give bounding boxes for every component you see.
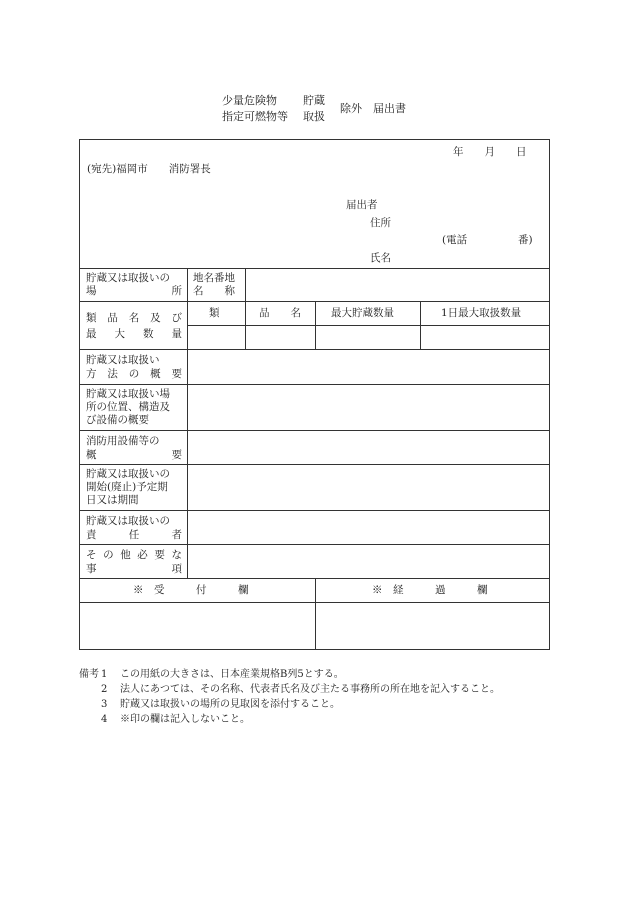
title-type: 除外 届出書 xyxy=(340,102,406,115)
divider xyxy=(80,384,550,385)
progress-header: ※ 経 過 欄 xyxy=(372,584,488,596)
col-daily-max: 1日最大取扱数量 xyxy=(441,307,522,319)
column-divider xyxy=(315,301,316,349)
other-label: そ の 他 必 要 な 事 項 xyxy=(86,549,182,575)
address-label: 住所 xyxy=(370,217,391,229)
divider xyxy=(80,464,550,465)
submitter-label: 届出者 xyxy=(346,199,378,211)
category-label: 類 品 名 及 び 最 大 数 量 xyxy=(86,312,182,340)
column-divider xyxy=(315,578,316,650)
remarks-label: 備考 xyxy=(79,669,99,680)
lot-number-label: 地名番地 名 称 xyxy=(193,272,235,297)
divider xyxy=(80,268,550,269)
divider xyxy=(80,510,550,511)
fire-equipment-label: 消防用設備等の 概 要 xyxy=(86,435,182,461)
notification-form xyxy=(79,139,550,650)
divider xyxy=(80,544,550,545)
divider xyxy=(80,430,550,431)
column-divider xyxy=(420,301,421,349)
form-title xyxy=(0,93,630,127)
name-label: 氏名 xyxy=(370,252,391,264)
method-label: 貯蔵又は取扱い 方 法 の 概 要 xyxy=(86,354,182,380)
label-column-divider xyxy=(187,268,188,578)
col-item-name: 品 名 xyxy=(259,307,301,319)
title-subject: 少量危険物 指定可燃物等 xyxy=(222,94,288,123)
date-field: 年 月 日 xyxy=(453,146,527,158)
reception-header: ※ 受 付 欄 xyxy=(133,584,249,596)
col-class: 類 xyxy=(209,307,220,319)
divider xyxy=(188,325,550,326)
column-divider xyxy=(245,268,246,349)
col-max-storage: 最大貯蔵数量 xyxy=(331,307,394,319)
phone-suffix: 番) xyxy=(518,234,533,246)
title-action: 貯蔵 取扱 xyxy=(303,94,325,123)
location-label: 貯蔵又は取扱いの 場 所 xyxy=(86,272,182,297)
addressee: (宛先)福岡市 消防署長 xyxy=(87,163,211,175)
structure-label: 貯蔵又は取扱い場 所の位置、構造及 び設備の概要 xyxy=(86,388,170,426)
period-label: 貯蔵又は取扱いの 開始(廃止)予定期 日又は期間 xyxy=(86,468,170,506)
manager-label: 貯蔵又は取扱いの 責 任 者 xyxy=(86,515,182,541)
phone-label: (電話 xyxy=(442,234,468,246)
divider xyxy=(80,349,550,350)
